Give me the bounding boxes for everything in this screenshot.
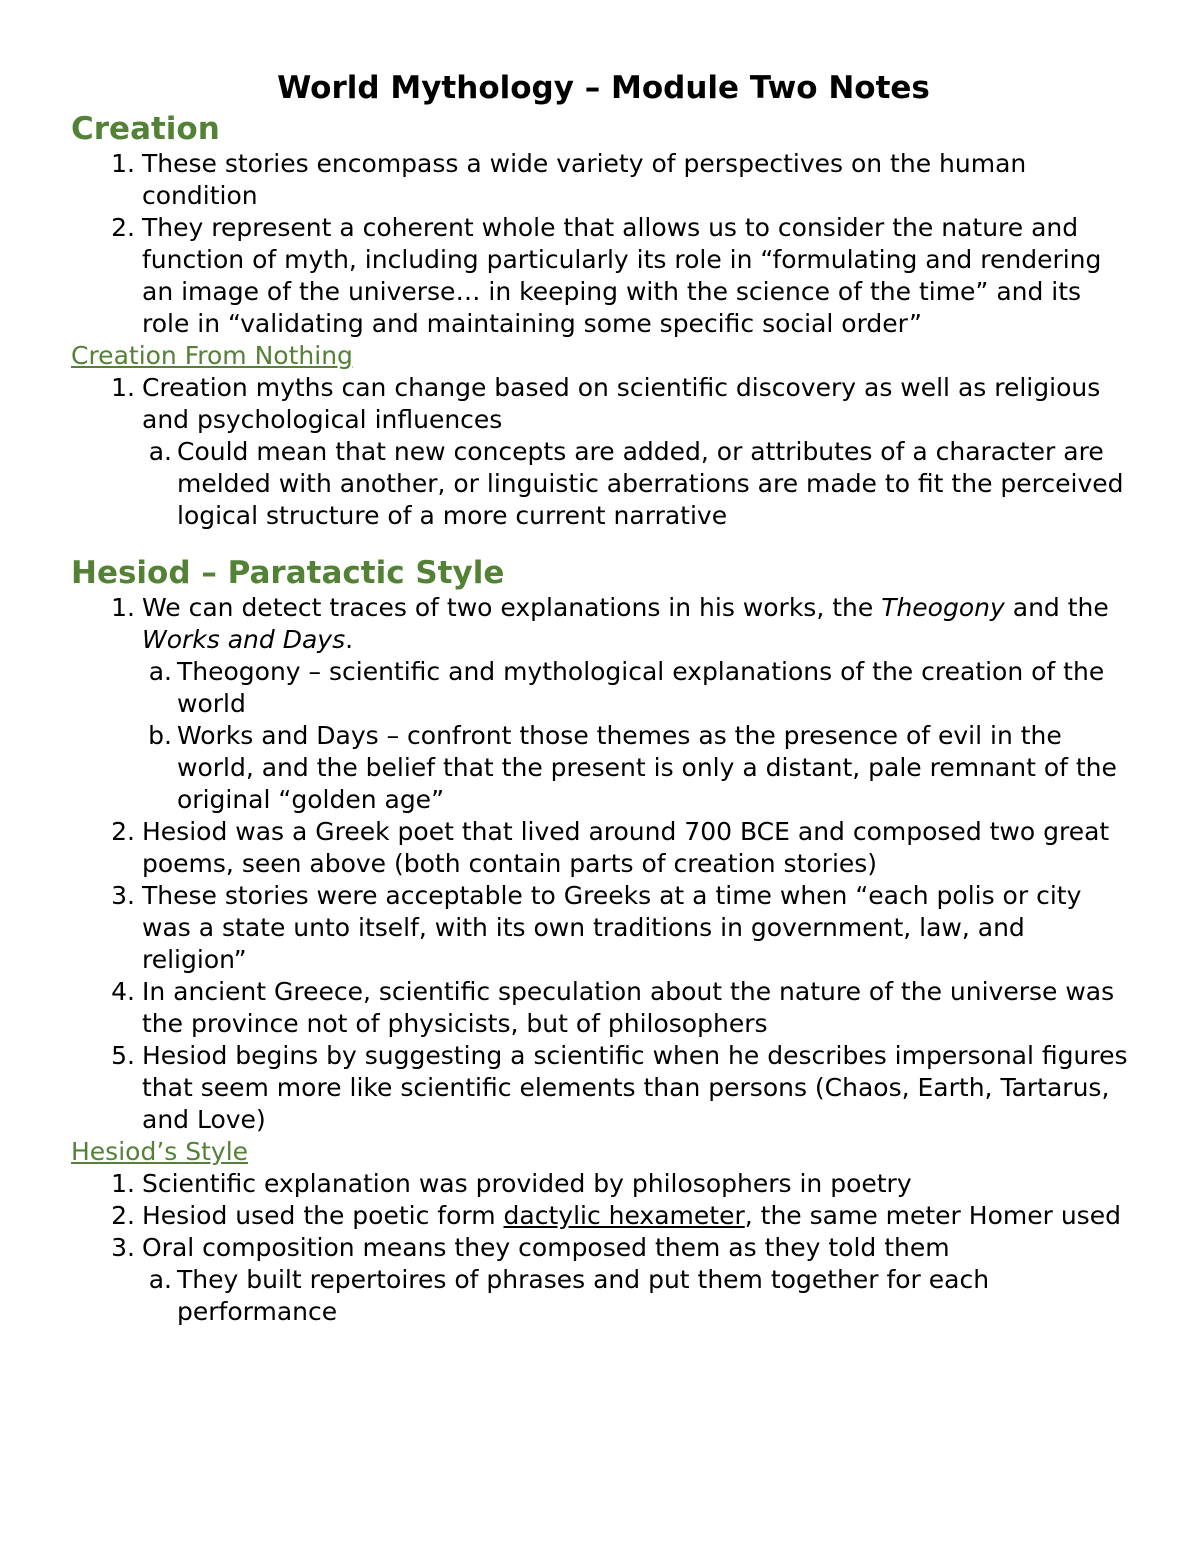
list-letter: a.: [148, 657, 172, 686]
list-number: 1.: [111, 373, 135, 402]
heading-creation-from-nothing: Creation From Nothing: [71, 341, 353, 370]
list-item-text: Hesiod was a Greek poet that lived around 700 BCE and composed two great poems, seen above (both contain parts of creation stories): [142, 817, 1110, 878]
heading-hesiods-style: Hesiod’s Style: [71, 1137, 249, 1166]
list-number: 1.: [111, 149, 135, 178]
list-item: [71, 816, 1136, 880]
list-item-text: Creation myths can change based on scientific discovery as well as religious and psychological influences: [142, 373, 1101, 434]
list-letter: a.: [148, 437, 172, 466]
list-item: [71, 592, 1136, 656]
list-item: [71, 976, 1136, 1040]
list-item-text: Theogony – scientific and mythological explanations of the creation of the world: [177, 657, 1105, 718]
list-number: 3.: [111, 1233, 135, 1262]
creation-list: [71, 148, 1136, 340]
list-item: [71, 1040, 1136, 1136]
work-title-works-and-days: Works and Days: [142, 625, 346, 654]
list-item-text: Could mean that new concepts are added, or attributes of a character are melded with another, or linguistic aberrations are made to fit the perceived logical structure of a more current narrative: [177, 437, 1124, 530]
list-item-text: They built repertoires of phrases and put them together for each performance: [177, 1265, 990, 1326]
list-item-text: We can detect traces of two explanations in his works, the: [142, 593, 882, 622]
list-item-text: .: [345, 625, 354, 654]
list-item-text: and the: [1004, 593, 1109, 622]
list-item-text: Oral composition means they composed them as they told them: [142, 1233, 950, 1262]
list-item: [71, 1168, 1136, 1200]
document-title: World Mythology – Module Two Notes: [277, 70, 930, 106]
creation-from-nothing-list: [71, 372, 1136, 532]
sub-list-item: [71, 1264, 1136, 1328]
list-item: [71, 148, 1136, 212]
list-item-text: In ancient Greece, scientific speculation about the nature of the universe was the province not of physicists, but of philosophers: [142, 977, 1115, 1038]
term-dactylic-hexameter: dactylic hexameter: [503, 1201, 745, 1230]
work-title-theogony: Theogony: [881, 593, 1005, 622]
sub-list-item: [71, 436, 1136, 532]
hesiod-list: [71, 592, 1136, 1136]
list-number: 2.: [111, 1201, 135, 1230]
document-content: [71, 68, 1136, 1328]
list-item: [71, 1232, 1136, 1264]
list-number: 4.: [111, 977, 135, 1006]
heading-hesiod-paratactic-style: Hesiod – Paratactic Style: [71, 555, 505, 591]
list-number: 5.: [111, 1041, 135, 1070]
hesiods-style-list: [71, 1168, 1136, 1328]
list-number: 3.: [111, 881, 135, 910]
list-letter: b.: [148, 721, 172, 750]
list-item-text: They represent a coherent whole that allows us to consider the nature and function of myth, including particularly its role in “formulating and rendering an image of the universe… in keeping with the science of the time” and its role in “validating and maintaining some specific social order”: [142, 213, 1102, 338]
list-item: [71, 372, 1136, 436]
list-item-text: These stories were acceptable to Greeks at a time when “each polis or city was a state unto itself, with its own traditions in government, law, and religion”: [142, 881, 1082, 974]
sub-list-item: [71, 720, 1136, 816]
list-item-text: Scientific explanation was provided by philosophers in poetry: [142, 1169, 912, 1198]
list-item-text: Hesiod used the poetic form: [142, 1201, 504, 1230]
list-item-text: Works and Days – confront those themes as the presence of evil in the world, and the belief that the present is only a distant, pale remnant of the original “golden age”: [177, 721, 1117, 814]
list-item: [71, 212, 1136, 340]
list-item: [71, 880, 1136, 976]
list-number: 1.: [111, 1169, 135, 1198]
list-item-text: Hesiod begins by suggesting a scientific when he describes impersonal figures that seem more like scientific elements than persons (Chaos, Earth, Tartarus, and Love): [142, 1041, 1128, 1134]
list-number: 2.: [111, 213, 135, 242]
list-item-text: These stories encompass a wide variety of perspectives on the human condition: [142, 149, 1027, 210]
list-letter: a.: [148, 1265, 172, 1294]
list-number: 1.: [111, 593, 135, 622]
list-item: [71, 1200, 1136, 1232]
sub-list-item: [71, 656, 1136, 720]
list-number: 2.: [111, 817, 135, 846]
list-item-text: , the same meter Homer used: [744, 1201, 1121, 1230]
heading-creation: Creation: [71, 111, 220, 147]
